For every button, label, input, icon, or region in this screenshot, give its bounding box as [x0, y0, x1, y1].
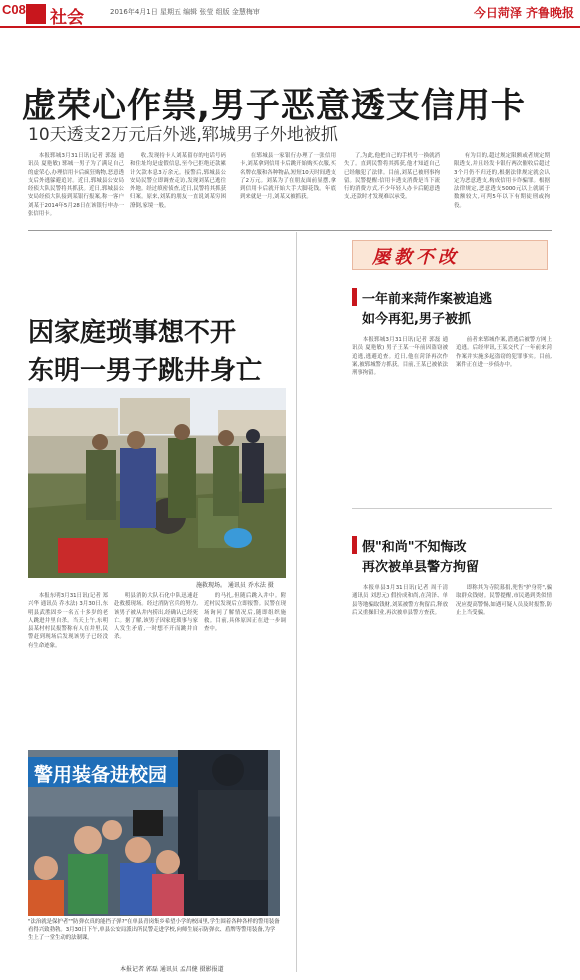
lead-column-3: 在郓城县一家银行办理了一张信用卡,刘某拿到信用卡后跳开始购买衣服,买名牌衣服和各种物品,短短10天时间透支了2万元。刘某为了在朋友面前显摆,拿到信用卡后就开始大手大脚花钱。年底到来就是一月,刘某又被抓获。 — [240, 153, 336, 201]
box-credit: 本报记者 郭磊 通讯员 孟昌健 摄影报道 — [120, 966, 224, 973]
issue-meta: 2016年4月1日 星期五 编辑 张莹 组版 金慧梅审 — [110, 8, 260, 16]
rescue-scene-illustration — [28, 388, 286, 578]
section-marker — [26, 4, 46, 24]
item2-title-marker — [352, 536, 357, 554]
lead-column-1: 本报郓城3月31日讯(记者 郭磊 通讯员 夏艳敏) 郓城一男子为了满足自己的虚荣心,办理信用卡后疯狂购物,恶意透支后外逃躲避追讨。近日,郓城县公安局经侦大队民警将其抓获。近日,郓城县公安局经侦大队接到某银行报案,称一客户刘某于2014年5月28日在该银行申办一张信用卡。 — [28, 153, 124, 218]
section-name: 社会 — [50, 8, 84, 28]
divider — [352, 508, 552, 509]
lead-column-4: 了,为此,他把自己的手机号一换就消失了。直到民警将其抓获,他才知道自己已经触犯了法律。目前,刘某已被刑事拘留。民警提醒:信用卡透支消费是当下流行的消费方式,不少年轻人办卡后随意透支,还款时才发现难以承受。 — [344, 153, 440, 201]
item2-column-1: 本报单县3月31日讯(记者 周千清 通讯员 刘思元) 假扮成和尚,在菏泽、单县等地骗取钱财,刘某被警方拘留后,释放后又重操旧业,再次被单县警方查获。 — [352, 585, 448, 616]
lead-headline: 虚荣心作祟,男子恶意透支信用卡 — [22, 86, 526, 126]
lead-column-5: 有为目的,超过规定限额或者规定期限透支,并且经发卡银行两次催收后超过3个月仍不归还的,根据法律规定就会认定为恶意透支,构成信用卡诈骗罪。根据法律规定,恶意透支5000元以上就属于数额较大,可判5年以下有期徒刑或拘役。 — [454, 153, 550, 209]
lead-column-2: 收,发现持卡人刘某留存的电话号码和住址均是虚假信息,至今已拒绝还款累计欠款本息3万余元。接警后,郓城县公安局民警立即调查走访,发现刘某已逃往外地。经过缜密侦查,近日,民警将其抓获归案。原来,刘某的朋友一直说刘某穷困潦倒,家境一般。 — [130, 153, 226, 209]
divider — [28, 230, 552, 231]
story2-title-line2: 东明一男子跳井身亡 — [28, 356, 263, 386]
story2-column-3: 的马扎,但随后跳入井中。附近村民发现后立即报警。民警在现场询问了解情况后,随即组织施救。目前,具体原因正在进一步调查中。 — [204, 593, 286, 633]
box-title: 警用装备进校园 — [34, 764, 168, 786]
item2-title-line2: 再次被单县警方拘留 — [362, 560, 480, 575]
sidebar-banner-text: 屡教不改 — [372, 247, 460, 268]
item1-column-2: 前者来郓城作案,潜逃后被警方网上追逃。后经审讯,王某交代了一年前来菏作案并实施多起盗窃的犯罪事实。目前,案件正在进一步侦办中。 — [456, 337, 552, 368]
item1-title-line2: 如今再犯,男子被抓 — [362, 312, 471, 327]
box-caption: "法治就是保护者""防弹衣真的能挡子弹?"在单县青岗集乡希望小学的校园里,学生围着各种各样的警用装备看得兴致勃勃。3月30日下午,单县公安局派出所民警走进学校,向师生展示防弹衣、盾牌等警用装备,为学生上了一堂生动的法制课。 — [28, 919, 280, 941]
rescue-photo-caption: 施救现场。 通讯员 乔水法 摄 — [196, 582, 274, 589]
story2-column-2: 明县消防大队石化中队迅速赶赴救援现场。经过消防官兵的努力,该男子被从井内捞出,经确认已经死亡。据了解,该男子因家庭琐事与家人发生矛盾,一时想不开而跳井自杀。 — [114, 593, 198, 641]
item2-column-2: 即称其为寺院募捐,兜售"护身符",骗取群众钱财。民警提醒,市民遇到类似情况应提高警惕,如遇可疑人员及时报警,防止上当受骗。 — [456, 585, 552, 616]
item2-title-line1: 假"和尚"不知悔改 — [362, 540, 467, 555]
item1-title-line1: 一年前来菏作案被追逃 — [362, 292, 493, 307]
item1-title-marker — [352, 288, 357, 306]
lead-subhead: 10天透支2万元后外逃,郓城男子外地被抓 — [28, 125, 338, 145]
story2-title-line1: 因家庭琐事想不开 — [28, 318, 237, 348]
column-rule — [296, 232, 297, 972]
page-number: C08 — [2, 2, 26, 17]
item1-column-1: 本报郓城3月31日讯(记者 郭磊 通讯员 夏艳敏) 男子王某一年前因盗窃被追逃,逃避追查。近日,他在菏泽再次作案,被郓城警方抓获。目前,王某已被依法刑事拘留。 — [352, 337, 448, 377]
newspaper-brand: 今日菏泽 齐鲁晚报 — [473, 6, 574, 20]
rescue-photo — [28, 388, 286, 578]
story2-column-1: 本报东明3月31日讯(记者 郑兴华 通讯员 乔水法) 3月30日,东明县武胜固乡一名五十多岁的老人跳进井里自杀。当天上午,东明县某村村民报警称有人在井里,民警赶到现场后发现该男子已经没有生命迹象。 — [28, 593, 108, 649]
